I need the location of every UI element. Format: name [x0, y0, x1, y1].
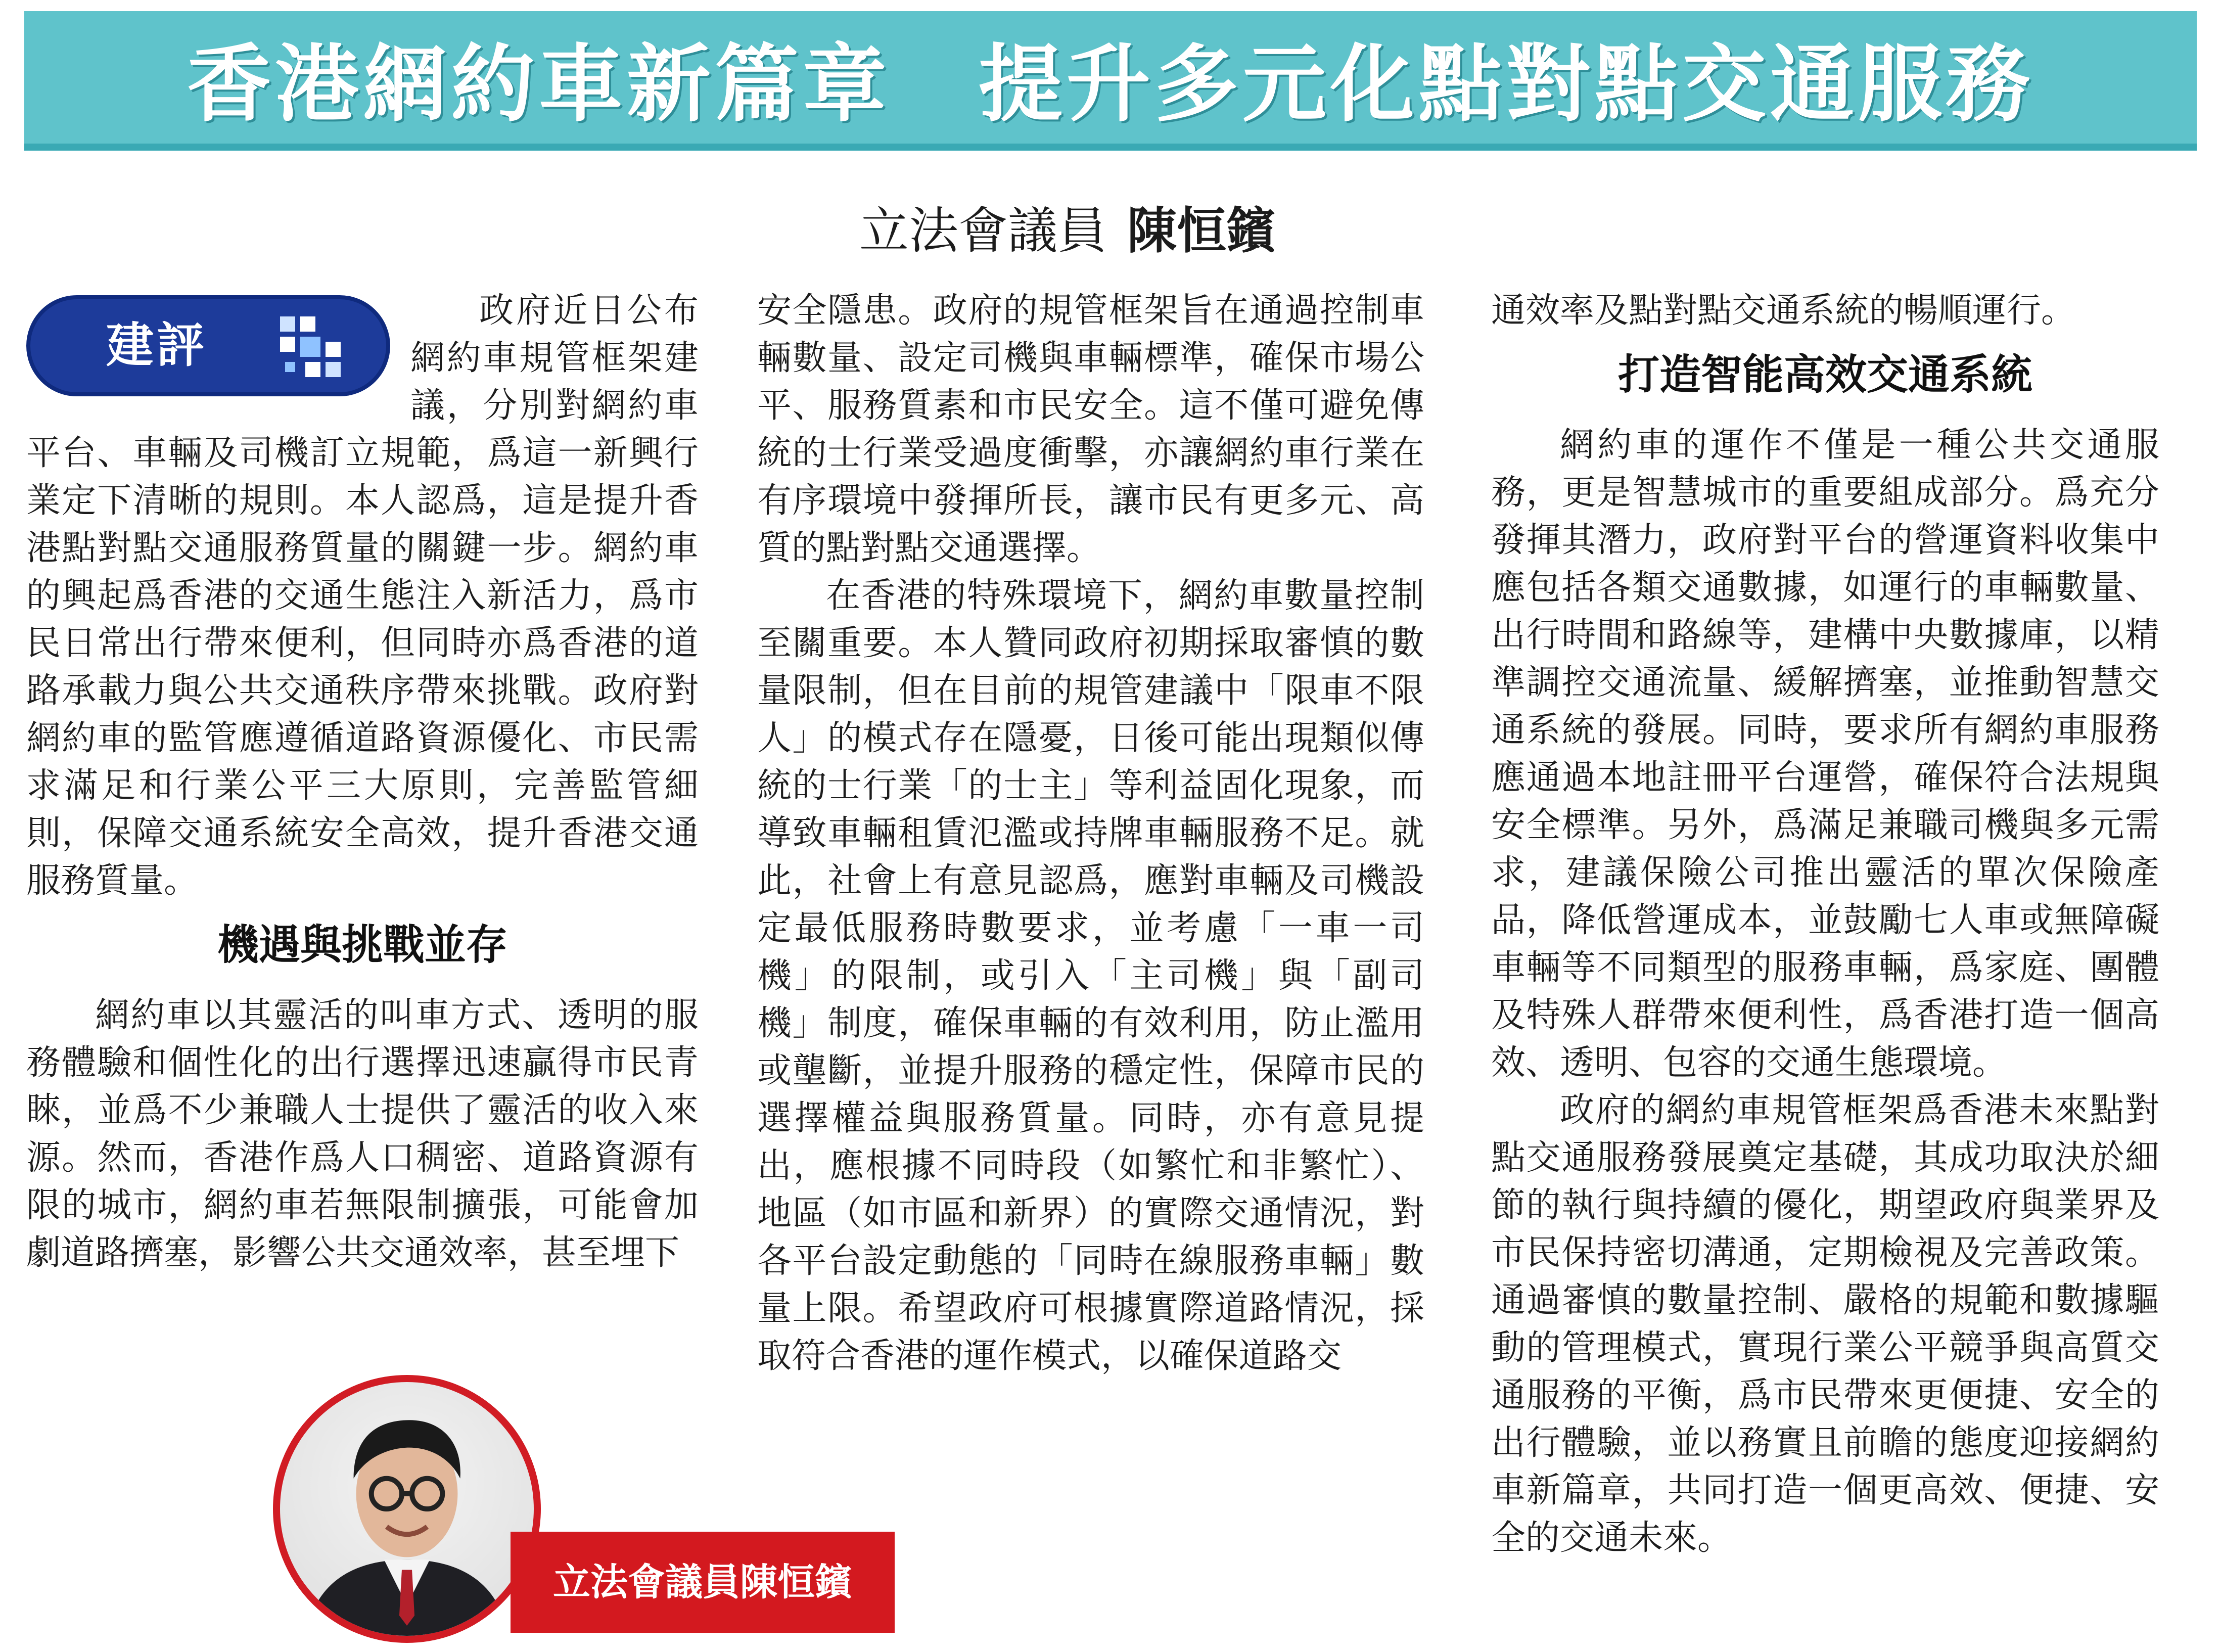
paragraph: 政府的網約車規管框架爲香港未來點對點交通服務發展奠定基礎，其成功取決於細節的執行與持續的優化，期望政府與業界及市民保持密切溝通，定期檢視及完善政策。通過審慎的數量控制、嚴格的規範和數據驅動的管理模式，實現行業公平競爭與高質交通服務的平衡，爲市民帶來更便捷、安全的出行體驗，並以務實且前瞻的態度迎接網約車新篇章，共同打造一個更高效、便捷、安全的交通未來。: [1491, 1090, 2159, 1558]
byline-title: 立法會議員: [859, 202, 1107, 260]
column-2: [757, 287, 1424, 1480]
author-photo-block: [273, 1365, 900, 1648]
column-1: [26, 287, 699, 1369]
paragraph: 網約車以其靈活的叫車方式、透明的服務體驗和個性化的出行選擇迅速贏得市民青睞，並爲不少兼職人士提供了靈活的收入來源。然而，香港作爲人口稠密、道路資源有限的城市，網約車若無限制擴張，可能會加劇道路擠塞，影響公共交通效率，甚至埋下: [26, 995, 699, 1273]
section-heading-opportunities: 機遇與挑戰並存: [217, 921, 507, 969]
badge-label: 建評: [106, 318, 208, 373]
paragraph: 通效率及點對點交通系統的暢順運行。: [1491, 291, 2076, 331]
portrait-icon: [280, 1382, 534, 1636]
section-heading-smart-transport: 打造智能高效交通系統: [1617, 351, 2032, 399]
column-badge: [26, 295, 390, 396]
photo-caption: 立法會議員陳恒鑌: [511, 1532, 895, 1633]
paragraph: 安全隱患。政府的規管框架旨在通過控制車輛數量、設定司機與車輛標準，確保市場公平、服務質素和市民安全。這不僅可避免傳統的士行業受過度衝擊，亦讓網約車行業在有序環境中發揮所長，讓市民有更多元、高質的點對點交通選擇。: [757, 291, 1424, 568]
paragraph: 在香港的特殊環境下，網約車數量控制至關重要。本人贊同政府初期採取審慎的數量限制，但在目前的規管建議中「限車不限人」的模式存在隱憂，日後可能出現類似傳統的士行業「的士主」等利益固化現象，而導致車輛租賃氾濫或持牌車輛服務不足。就此，社會上有意見認爲，應對車輛及司機設定最低服務時數要求，並考慮「一車一司機」的限制，或引入「主司機」與「副司機」制度，確保車輛的有效利用，防止濫用或壟斷，並提升服務的穩定性，保障市民的選擇權益與服務質量。同時，亦有意見提出，應根據不同時段（如繁忙和非繁忙）、地區（如市區和新界）的實際交通情況，對各平台設定動態的「同時在線服務車輛」數量上限。希望政府可根據實際道路情況，採取符合香港的運作模式，以確保道路交: [757, 576, 1424, 1376]
intro-paragraph: 政府近日公布網約車規管框架建議，分別對網約車平台、車輛及司機訂立規範，爲這一新興行業定下清晰的規則。本人認爲，這是提升香港點對點交通服務質量的關鍵一步。網約車的興起爲香港的交通生態注入新活力，爲市民日常出行帶來便利，但同時亦爲香港的道路承載力與公共交通秩序帶來挑戰。政府對網約車的監管應遵循道路資源優化、市民需求滿足和行業公平三大原則，完善監管細則，保障交通系統安全高效，提升香港交通服務質量。: [26, 291, 699, 901]
headline-banner: [24, 11, 2197, 151]
headline-title: 香港網約車新篇章 提升多元化點對點交通服務: [187, 35, 2034, 133]
pixel-logo-icon: [280, 316, 346, 382]
paragraph: 網約車的運作不僅是一種公共交通服務，更是智慧城市的重要組成部分。爲充分發揮其潛力，政府對平台的營運資料收集中應包括各類交通數據，如運行的車輛數量、出行時間和路線等，建構中央數據庫，以精準調控交通流量、緩解擠塞，並推動智慧交通系統的發展。同時，要求所有網約車服務應通過本地註冊平台運營，確保符合法規與安全標準。另外，爲滿足兼職司機與多元需求，建議保險公司推出靈活的單次保險產品，降低營運成本，並鼓勵七人車或無障礙車輛等不同類型的服務車輛，爲家庭、團體及特殊人群帶來便利性，爲香港打造一個高效、透明、包容的交通生態環境。: [1491, 425, 2159, 1083]
byline-name: 陳恒鑌: [1127, 202, 1276, 260]
author-photo: [273, 1375, 541, 1643]
column-3: [1491, 287, 2159, 1627]
byline: [859, 191, 1365, 260]
